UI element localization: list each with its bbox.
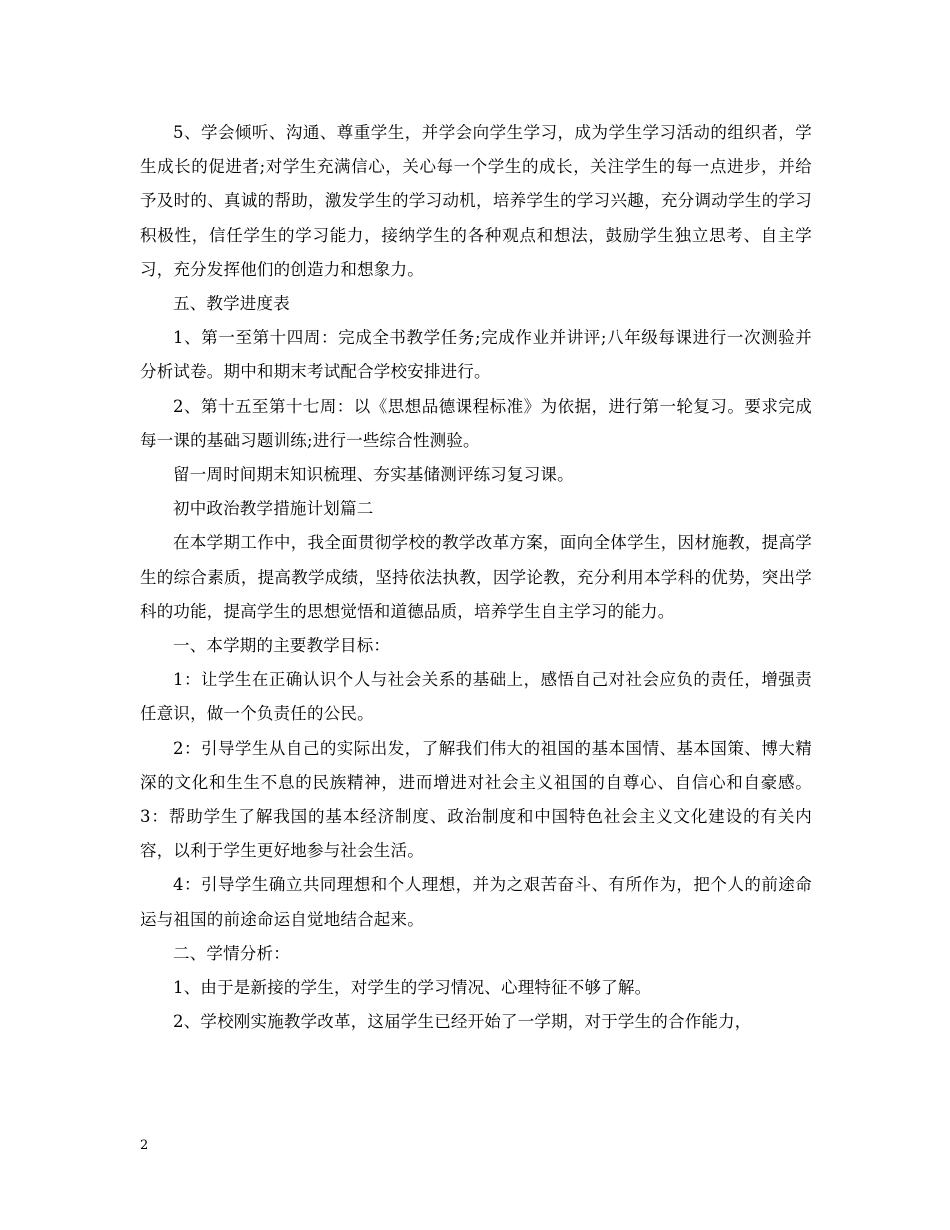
paragraph-schedule-2: 2、第十五至第十七周：以《思想品德课程标准》为依据，进行第一轮复习。要求完成每一课的基础习题训练;进行一些综合性测验。: [140, 396, 812, 450]
page-number: 2: [140, 1138, 149, 1153]
article-title-part-two: 初中政治教学措施计划篇二: [173, 499, 374, 519]
section-heading-analysis: 二、学情分析：: [173, 943, 290, 963]
paragraph-final-week: 留一周时间期末知识梳理、夯实基储测评练习复习课。: [173, 465, 574, 485]
paragraph-intro: 在本学期工作中，我全面贯彻学校的教学改革方案，面向全体学生，因材施教，提高学生的综合素质，提高教学成绩，坚持依法执教，因学论教，充分利用本学科的优势，突出学科的功能，提高学生的思想觉悟和道德品质，培养学生自主学习的能力。: [140, 533, 812, 621]
paragraph-goal-2-3: 2：引导学生从自己的实际出发，了解我们伟大的祖国的基本国情、基本国策、博大精深的文化和生生不息的民族精神，进而增进对社会主义祖国的自尊心、自信心和自豪感。 3：帮助学生了解我国的基本经济制度、政治制度和中国特色社会主义文化建设的有关内容，以利于学生更好地参与社会生活。: [140, 738, 812, 861]
body-text: [140, 116, 812, 1039]
paragraph-analysis-1: 1、由于是新接的学生，对学生的学习情况、心理特征不够了解。: [173, 978, 652, 998]
paragraph-analysis-2: 2、学校刚实施教学改革，这届学生已经开始了一学期，对于学生的合作能力，: [173, 1012, 752, 1032]
paragraph-item-5-listening: 5、学会倾听、沟通、尊重学生，并学会向学生学习，成为学生学习活动的组织者，学生成长的促进者;对学生充满信心，关心每一个学生的成长，关注学生的每一点进步，并给予及时的、真诚的帮助，激发学生的学习动机，培养学生的学习兴趣，充分调动学生的学习积极性，信任学生的学习能力，接纳学生的各种观点和想法，鼓励学生独立思考、自主学习，充分发挥他们的创造力和想象力。: [140, 123, 812, 279]
paragraph-schedule-1: 1、第一至第十四周：完成全书教学任务;完成作业并讲评;八年级每课进行一次测验并分析试卷。期中和期末考试配合学校安排进行。: [140, 328, 812, 382]
section-heading-schedule: 五、教学进度表: [173, 294, 290, 314]
section-heading-goals: 一、本学期的主要教学目标：: [173, 636, 391, 656]
paragraph-goal-1: 1：让学生在正确认识个人与社会关系的基础上，感悟自己对社会应负的责任，增强责任意识，做一个负责任的公民。: [140, 670, 812, 724]
paragraph-goal-4: 4：引导学生确立共同理想和个人理想，并为之艰苦奋斗、有所作为，把个人的前途命运与祖国的前途命运自觉地结合起来。: [140, 875, 812, 929]
